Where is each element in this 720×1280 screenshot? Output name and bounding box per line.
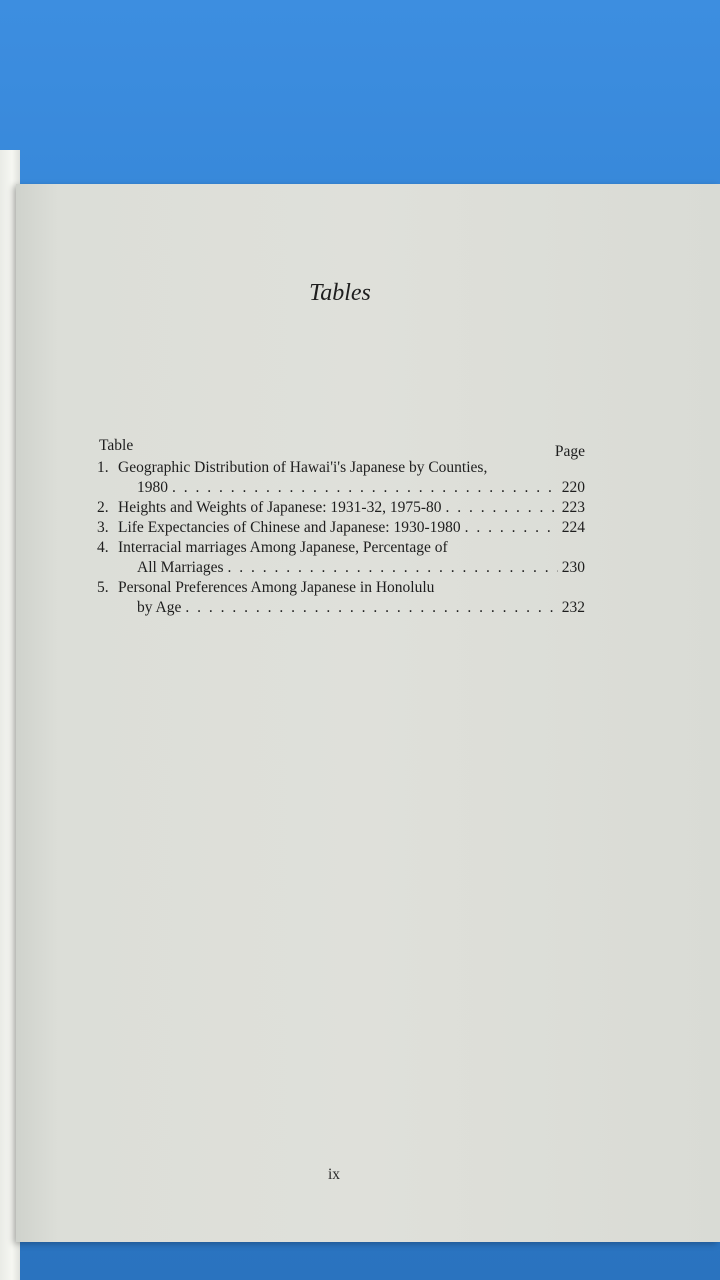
entry-page: 223 bbox=[561, 499, 585, 516]
entry-number: 4. bbox=[97, 539, 109, 556]
entry-title: Geographic Distribution of Hawai'i's Japanese by Counties, bbox=[118, 459, 488, 476]
table-entry-5[interactable] bbox=[97, 578, 585, 618]
entry-number: 1. bbox=[97, 459, 109, 476]
table-entry-2[interactable] bbox=[97, 498, 585, 518]
book-page bbox=[16, 184, 720, 1242]
entry-title-continued: All Marriages bbox=[137, 559, 224, 576]
entry-title: Interracial marriages Among Japanese, Percentage of bbox=[118, 539, 448, 556]
table-column-label: Table bbox=[99, 437, 134, 454]
entry-number: 5. bbox=[97, 579, 109, 596]
entry-title-continued: 1980 bbox=[137, 479, 168, 496]
dot-leader bbox=[185, 598, 557, 618]
list-header bbox=[97, 436, 585, 458]
dot-leader bbox=[172, 478, 558, 498]
dot-leader bbox=[228, 558, 558, 578]
entry-page: 232 bbox=[561, 599, 585, 616]
entry-page: 230 bbox=[561, 559, 585, 576]
entry-number: 2. bbox=[97, 499, 109, 516]
dot-leader bbox=[465, 518, 558, 538]
page-column-label: Page bbox=[554, 443, 585, 460]
entry-page: 220 bbox=[561, 479, 585, 496]
entry-title: Heights and Weights of Japanese: 1931-32, 1975-80 bbox=[118, 499, 442, 516]
table-entry-3[interactable] bbox=[97, 518, 585, 538]
entry-title: Life Expectancies of Chinese and Japanese: 1930-1980 bbox=[118, 519, 461, 536]
entry-title-continued: by Age bbox=[137, 599, 182, 616]
dot-leader bbox=[445, 498, 557, 518]
entry-title: Personal Preferences Among Japanese in Honolulu bbox=[118, 579, 435, 596]
table-entry-4[interactable] bbox=[97, 538, 585, 578]
entry-page: 224 bbox=[561, 519, 585, 536]
page-title: Tables bbox=[309, 280, 371, 306]
page-number: ix bbox=[327, 1166, 341, 1183]
table-entry-1[interactable] bbox=[97, 458, 585, 498]
table-list bbox=[97, 436, 585, 618]
entry-number: 3. bbox=[97, 519, 109, 536]
